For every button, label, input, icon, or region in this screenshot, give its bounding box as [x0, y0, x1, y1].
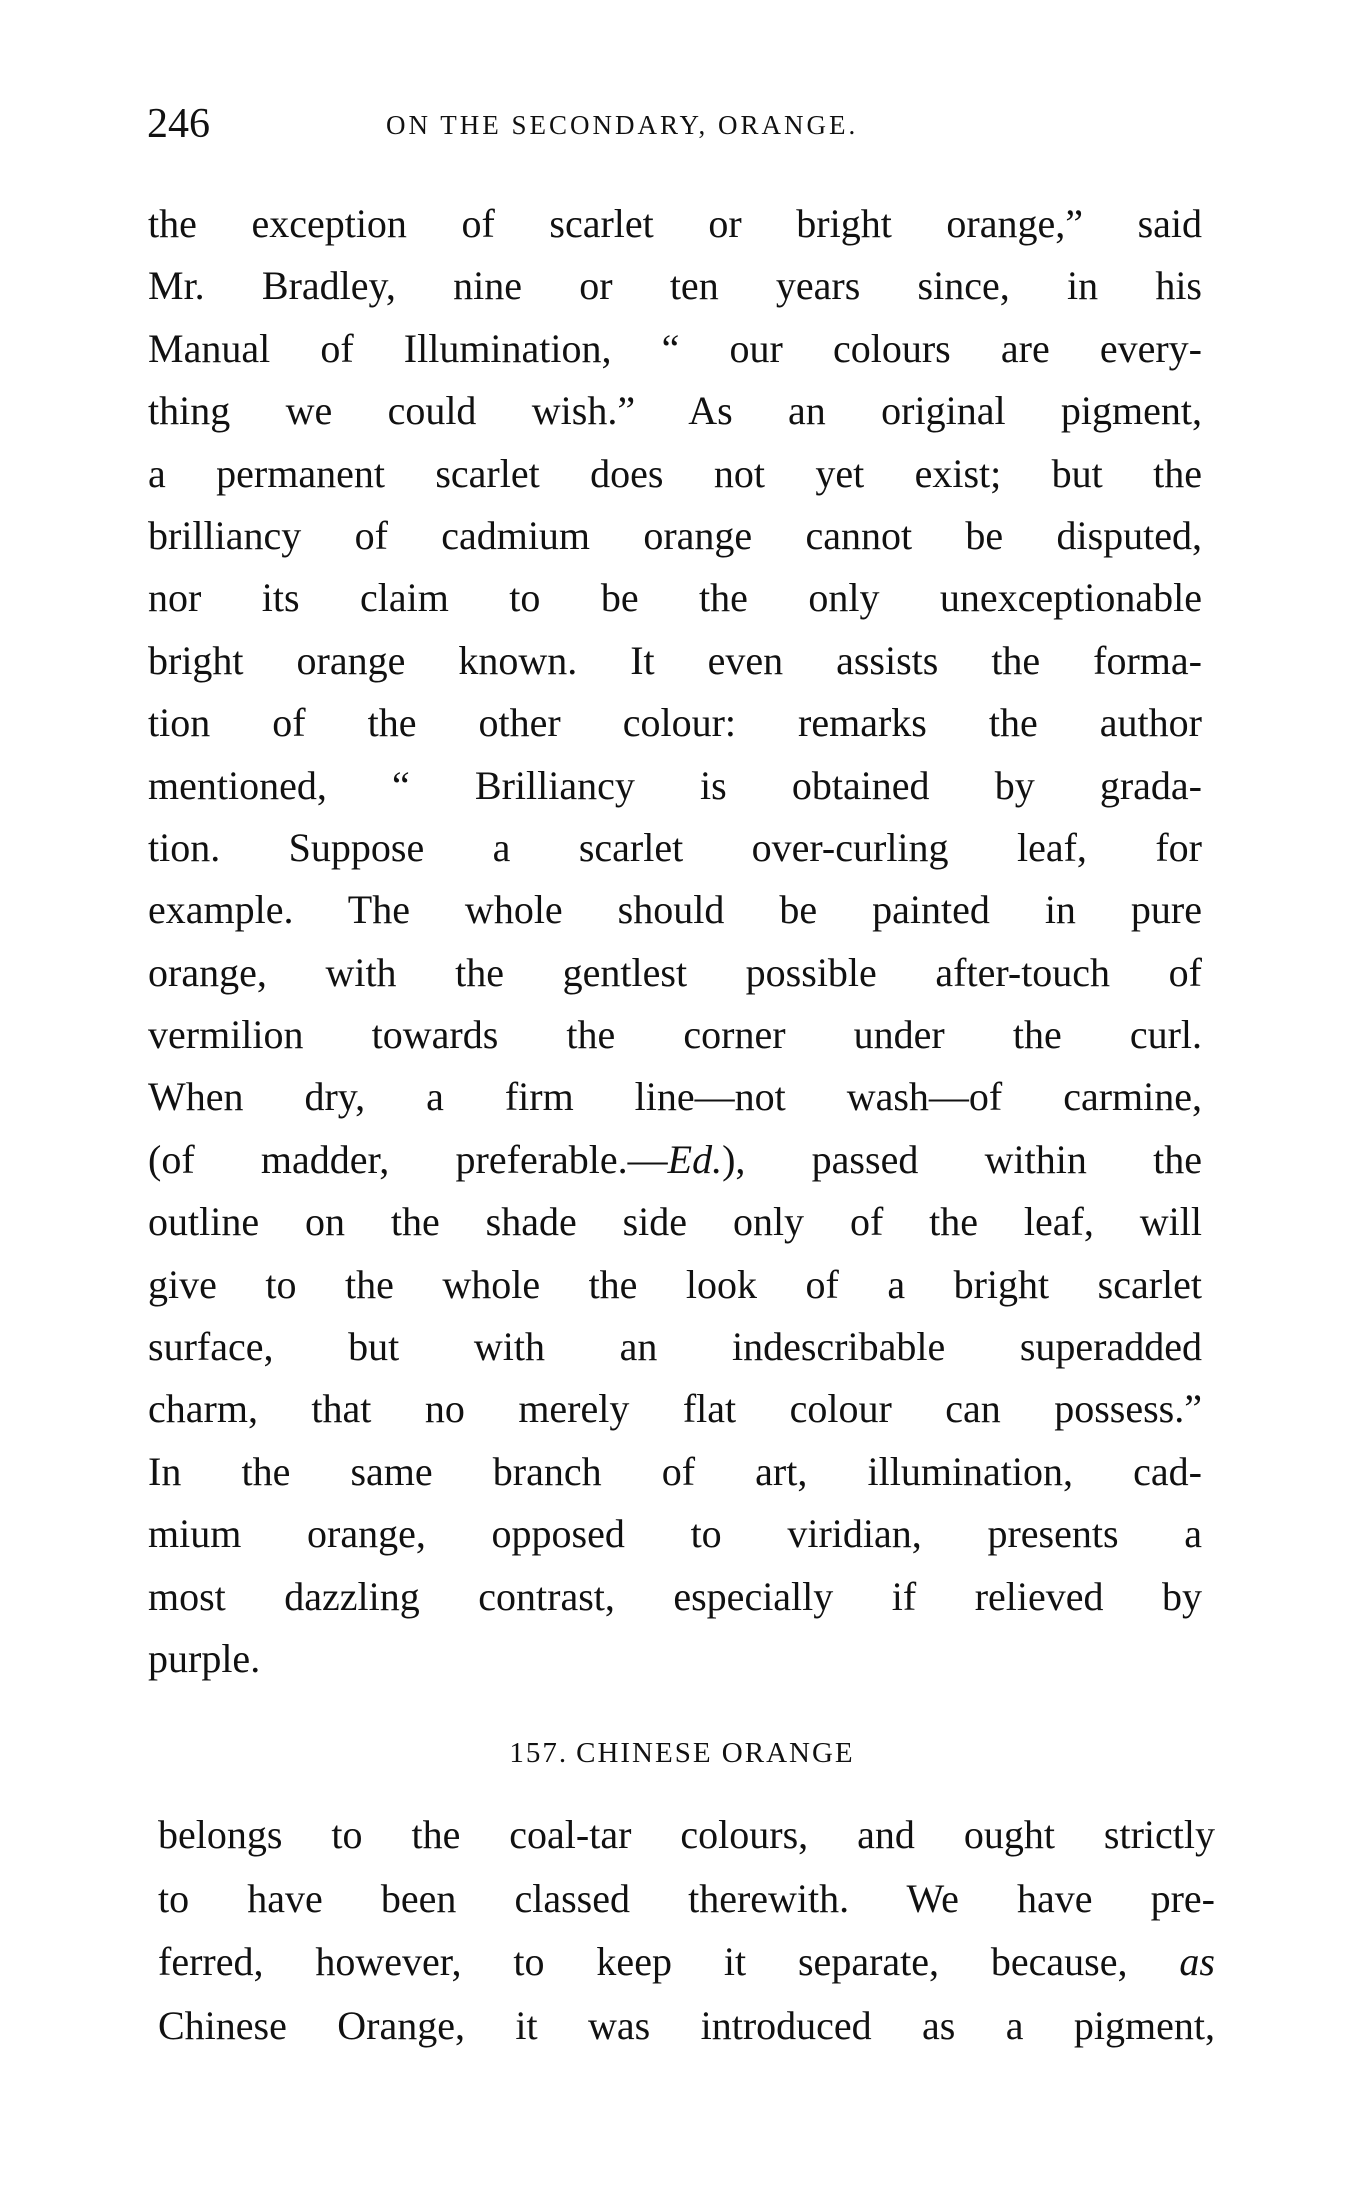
section-heading [0, 1737, 1364, 1770]
text-line [148, 1129, 1202, 1191]
paragraph-continued [148, 193, 1202, 1690]
text-line: Manual of Illumination, “ our colours are every- [148, 325, 1202, 371]
text-span: ferred, however, to keep it separate, because, [158, 1939, 1180, 1984]
text-line: outline on the shade side only of the leaf, will [148, 1199, 1202, 1245]
text-line: nor its claim to be the only unexceptionable [148, 575, 1202, 621]
running-head: ON THE SECONDARY, ORANGE. [386, 110, 859, 140]
text-line: brilliancy of cadmium orange cannot be disputed, [148, 512, 1202, 558]
page-number: 246 [147, 101, 210, 147]
section-number: 157. [509, 1737, 569, 1769]
text-line: tion of the other colour: remarks the author [148, 700, 1202, 746]
text-line: bright orange known. It even assists the forma- [148, 637, 1202, 683]
text-line: surface, but with an indescribable superadded [148, 1324, 1202, 1370]
section-title: CHINESE ORANGE [576, 1737, 855, 1769]
text-line: the exception of scarlet or bright orange,” said [148, 201, 1202, 246]
text-line: belongs to the coal-tar colours, and ought strictly [158, 1812, 1215, 1857]
text-span: ), passed within the [722, 1136, 1202, 1182]
text-span: (of madder, preferable.— [148, 1136, 668, 1182]
text-line: a permanent scarlet does not yet exist; but the [148, 450, 1202, 496]
text-line: mium orange, opposed to viridian, presents a [148, 1511, 1202, 1557]
text-line: thing we could wish.” As an original pigment, [148, 388, 1202, 434]
text-line: vermilion towards the corner under the curl. [148, 1012, 1202, 1058]
text-line: tion. Suppose a scarlet over-curling leaf, for [148, 824, 1202, 870]
text-line: give to the whole the look of a bright scarlet [148, 1261, 1202, 1307]
text-line: orange, with the gentlest possible after-touch of [148, 949, 1202, 995]
text-line: Chinese Orange, it was introduced as a pigment, [158, 2002, 1215, 2048]
text-line: purple. [148, 1635, 261, 1681]
italic-word: as [1179, 1939, 1215, 1984]
text-line: In the same branch of art, illumination, cad- [148, 1448, 1202, 1494]
text-line: most dazzling contrast, especially if relieved by [148, 1573, 1202, 1619]
text-line: Mr. Bradley, nine or ten years since, in his [148, 263, 1202, 309]
text-line: example. The whole should be painted in pure [148, 887, 1202, 933]
editor-note: Ed. [667, 1136, 723, 1182]
text-line: When dry, a firm line—not wash—of carmine, [148, 1074, 1202, 1120]
text-line: mentioned, “ Brilliancy is obtained by grada- [148, 762, 1202, 808]
text-line [158, 1930, 1215, 1994]
paragraph-chinese-orange [158, 1803, 1215, 2057]
text-line: to have been classed therewith. We have pre- [158, 1875, 1215, 1921]
text-line: charm, that no merely flat colour can possess.” [148, 1386, 1202, 1432]
